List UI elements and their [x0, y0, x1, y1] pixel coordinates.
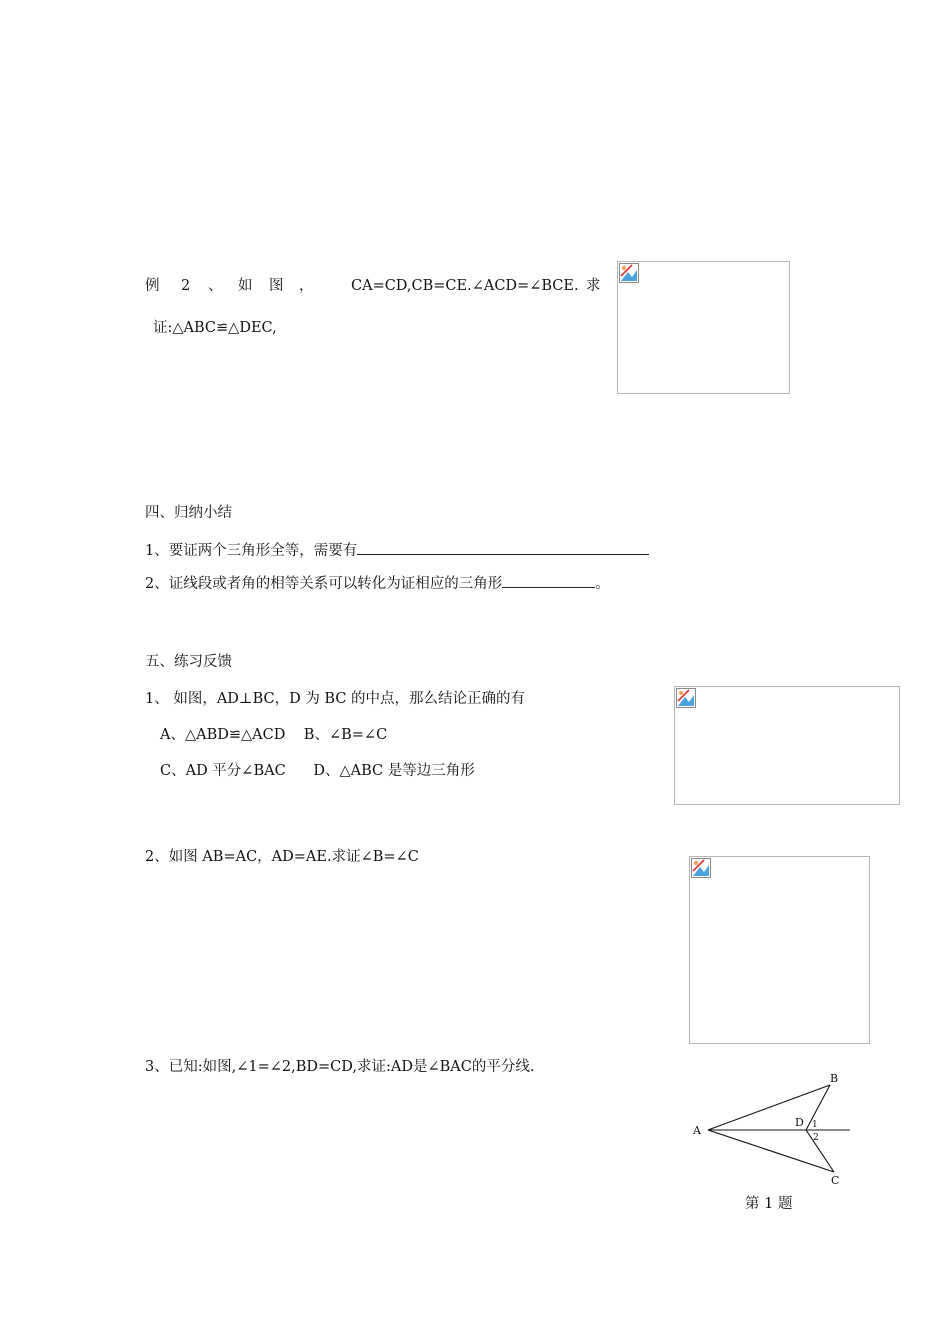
- answer-blank: [502, 572, 595, 588]
- q1-stem: 1、 如图，AD⊥BC，D 为 BC 的中点，那么结论正确的有: [145, 691, 526, 707]
- q2-figure-placeholder: [689, 856, 870, 1044]
- section4-item1: [145, 539, 649, 561]
- section5-heading: 五、练习反馈: [145, 654, 232, 670]
- q1-options-row2: C、AD 平分∠BAC D、△ABC 是等边三角形: [160, 763, 475, 779]
- section4-item2-text: 2、证线段或者角的相等关系可以转化为证相应的三角形: [145, 576, 503, 592]
- label-angle-1: 1: [812, 1120, 818, 1130]
- example2-line1: 例 2 、 如 图 ， CA=CD,CB=CE.∠ACD=∠BCE. 求: [145, 278, 601, 294]
- label-angle-2: 2: [813, 1133, 819, 1143]
- broken-image-icon: [691, 858, 711, 878]
- q1-figure-placeholder: [674, 686, 900, 805]
- broken-image-icon: [619, 263, 639, 283]
- label-D: D: [795, 1116, 804, 1129]
- q3-stem: 3、已知:如图,∠1=∠2,BD=CD,求证:AD是∠BAC的平分线.: [145, 1059, 535, 1075]
- example2-line2: 证:△ABC≌△DEC,: [153, 320, 277, 336]
- label-C: C: [831, 1174, 840, 1187]
- example2-figure-placeholder: [617, 261, 790, 394]
- q2-stem: 2、如图 AB=AC，AD=AE.求证∠B=∠C: [145, 849, 419, 865]
- q1-options-row1: A、△ABD≌△ACD B、∠B=∠C: [160, 727, 388, 743]
- label-A: A: [693, 1124, 701, 1137]
- section4-heading: 四、归纳小结: [145, 505, 232, 521]
- segment-BD: [806, 1085, 830, 1130]
- segment-DC: [806, 1130, 834, 1172]
- section4-item1-text: 1、要证两个三角形全等，需要有: [145, 543, 358, 559]
- label-B: B: [830, 1072, 839, 1085]
- triangle-figure: [688, 1068, 858, 1188]
- section4-item2: 2、证线段或者角的相等关系可以转化为证相应的三角形 。: [145, 572, 610, 594]
- answer-blank: [357, 539, 649, 555]
- figure-caption: 第 1 题: [745, 1196, 793, 1212]
- broken-image-icon: [676, 688, 696, 708]
